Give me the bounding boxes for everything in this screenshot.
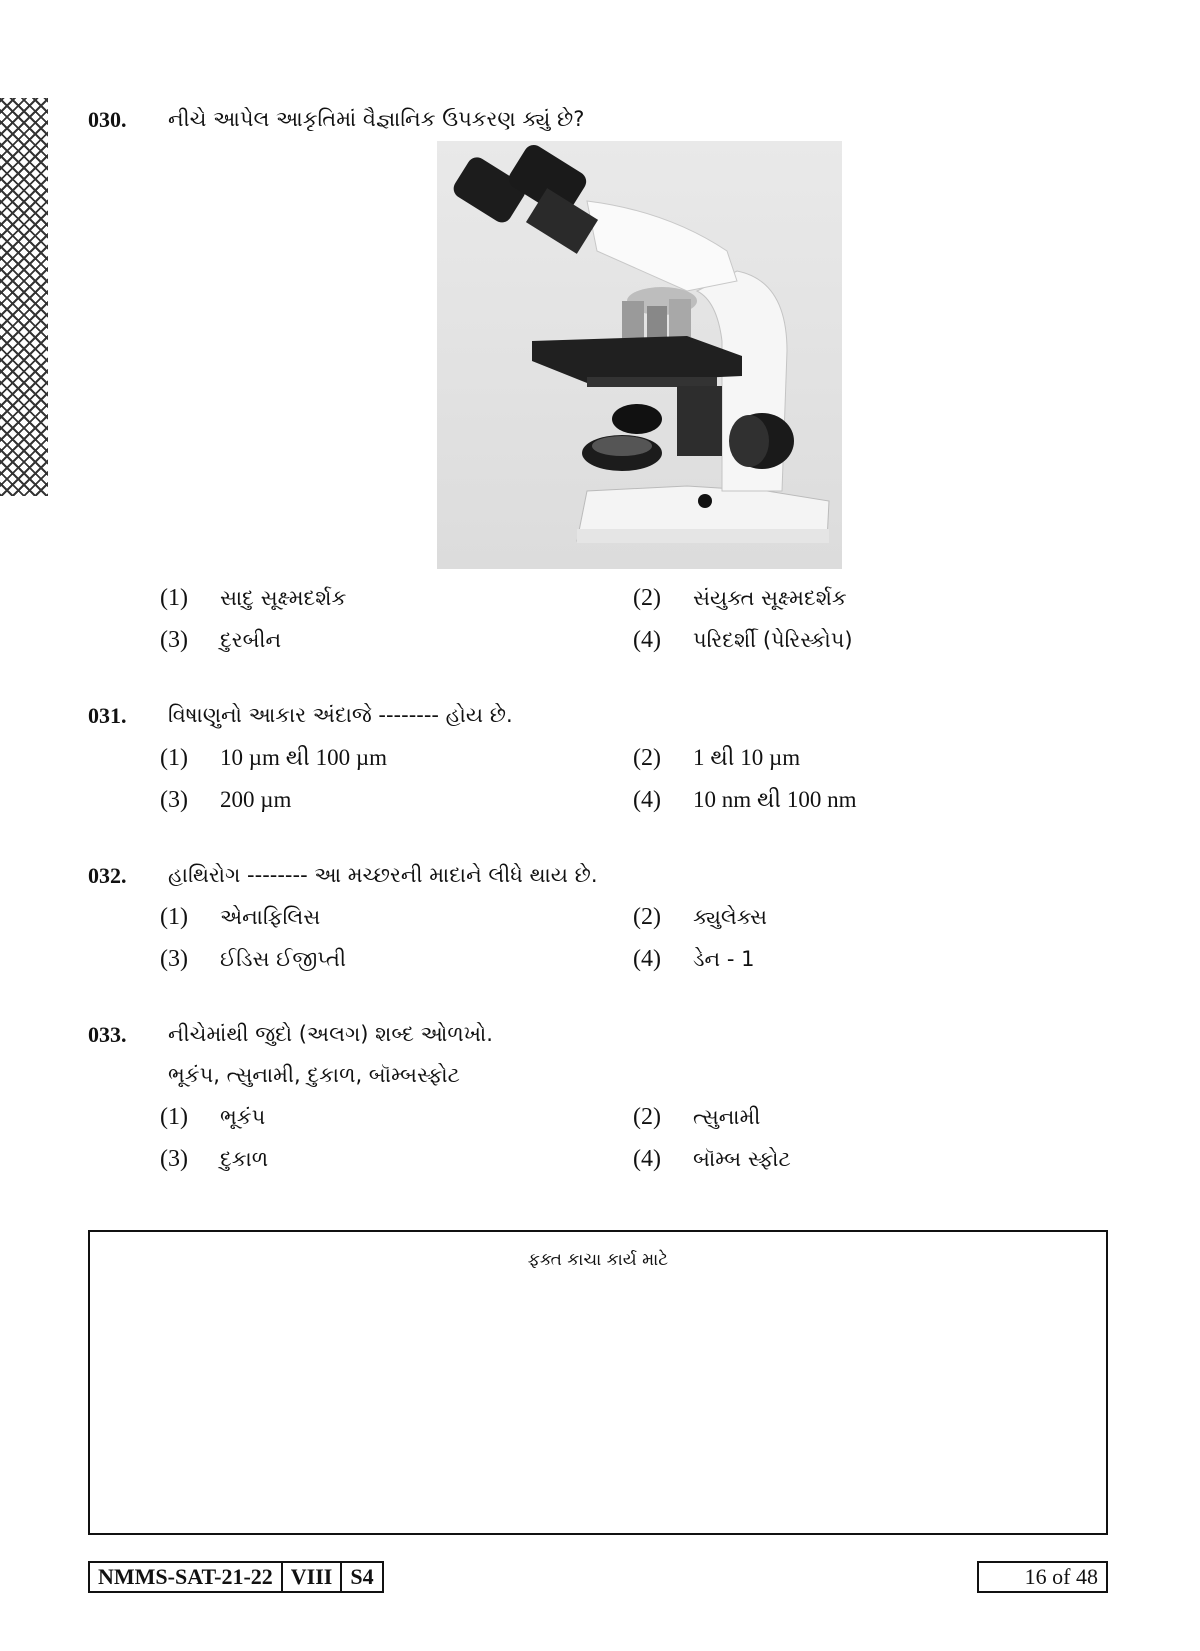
question-number: 033. bbox=[88, 1022, 127, 1047]
rough-work-label: ફક્ત કાચા કાર્ય માટે bbox=[527, 1250, 669, 1270]
question-number: 030. bbox=[88, 107, 127, 132]
option-030-2: (2) સંયુક્ત સૂક્ષ્મદર્શક bbox=[633, 585, 847, 611]
option-030-3: (3) દુરબીન bbox=[160, 627, 282, 653]
standard-label: VIII bbox=[281, 1563, 341, 1591]
option-031-3: (3) 200 µm bbox=[160, 787, 292, 813]
option-030-1: (1) સાદુ સૂક્ષ્મદર્શક bbox=[160, 585, 347, 611]
option-033-4: (4) બૉમ્બ સ્ફોટ bbox=[633, 1146, 791, 1172]
question-text: હાથિરોગ -------- આ મચ્છરની માદાને લીધે થાય છે. bbox=[168, 863, 598, 887]
exam-code: NMMS-SAT-21-22 bbox=[98, 1564, 273, 1589]
question-text: વિષાણુનો આકાર અંદાજે -------- હોય છે. bbox=[168, 703, 513, 727]
option-030-4: (4) પરિદર્શી (પેરિસ્કોપ) bbox=[633, 627, 853, 653]
margin-pattern bbox=[0, 98, 48, 496]
option-033-2: (2) ત્સુનામી bbox=[633, 1104, 761, 1130]
question-number: 032. bbox=[88, 863, 127, 888]
question-text: નીચેમાંથી જુદો (અલગ) શબ્દ ઓળખો. bbox=[168, 1022, 493, 1046]
option-033-3: (3) દુકાળ bbox=[160, 1146, 269, 1172]
question-text: નીચે આપેલ આકૃતિમાં વૈજ્ઞાનિક ઉપકરણ ક્યું છે? bbox=[168, 107, 585, 131]
page-number: 16 of 48 bbox=[977, 1561, 1108, 1593]
option-032-3: (3) ઈડિસ ઈજીપ્તી bbox=[160, 946, 346, 972]
set-label: S4 bbox=[340, 1563, 381, 1591]
exam-code-box bbox=[88, 1561, 384, 1593]
microscope-image bbox=[437, 141, 842, 569]
option-032-2: (2) ક્યુલેક્સ bbox=[633, 904, 768, 930]
option-031-4: (4) 10 nm થી 100 nm bbox=[633, 787, 857, 813]
microscope-icon bbox=[437, 141, 842, 569]
option-033-1: (1) ભૂકંપ bbox=[160, 1104, 266, 1130]
question-number: 031. bbox=[88, 703, 127, 728]
option-032-4: (4) ડેન - 1 bbox=[633, 946, 755, 972]
option-032-1: (1) એનાફિલિસ bbox=[160, 904, 321, 930]
option-031-1: (1) 10 µm થી 100 µm bbox=[160, 745, 388, 771]
rough-work-box bbox=[88, 1230, 1108, 1535]
question-subtext: ભૂકંપ, ત્સુનામી, દુકાળ, બૉમ્બસ્ફોટ bbox=[168, 1063, 460, 1087]
option-031-2: (2) 1 થી 10 µm bbox=[633, 745, 801, 771]
